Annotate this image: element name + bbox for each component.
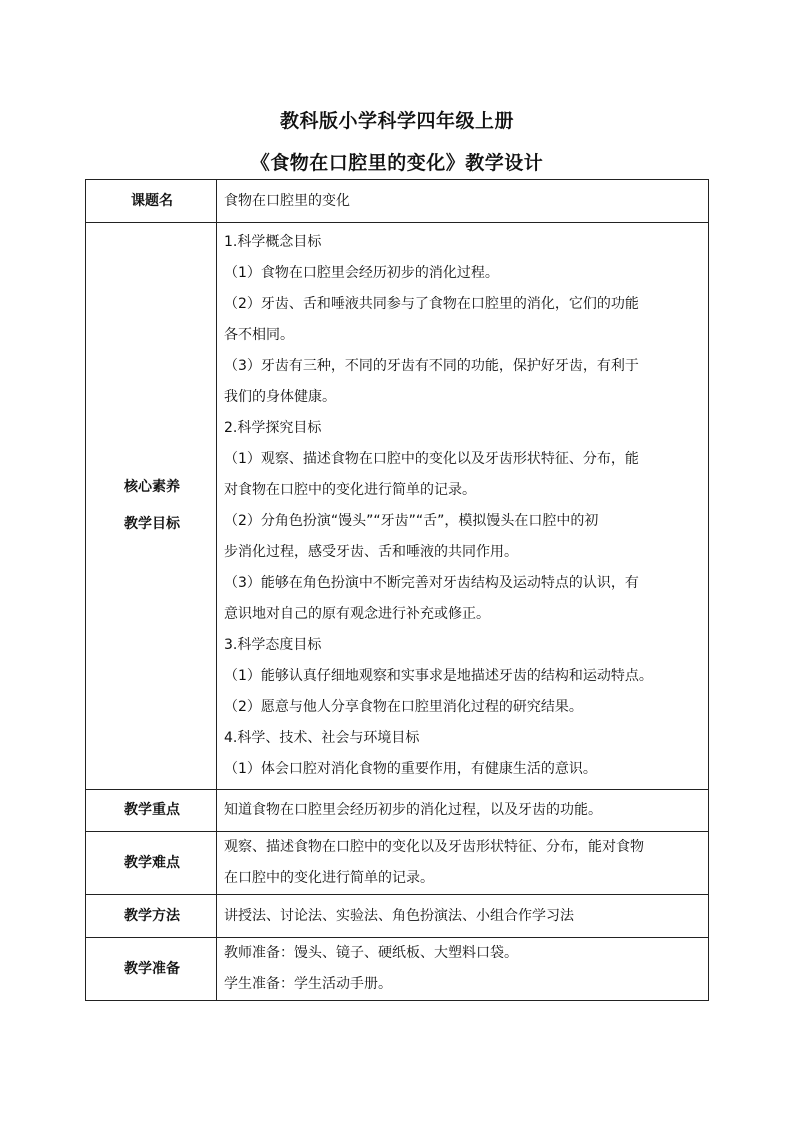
difficulties-line: 观察、描述食物在口腔中的变化以及牙齿形状特征、分布，能对食物 [224, 839, 644, 855]
table-row-topic [86, 180, 709, 223]
goal-line: （1）观察、描述食物在口腔中的变化以及牙齿形状特征、分布，能 [224, 451, 639, 467]
table-row-methods [86, 895, 709, 938]
preparation-value [217, 938, 709, 1001]
key-points-value: 知道食物在口腔里会经历初步的消化过程，以及牙齿的功能。 [217, 790, 709, 832]
goal-line: （1）食物在口腔里会经历初步的消化过程。 [224, 265, 499, 281]
goals-label-line1: 核心素养 [124, 479, 180, 495]
goal-line: 各不相同。 [224, 327, 294, 343]
goals-content [217, 223, 709, 790]
lesson-plan-table [85, 179, 709, 1001]
difficulties-label: 教学难点 [86, 832, 217, 895]
goal-line: 我们的身体健康。 [224, 389, 336, 405]
topic-label: 课题名 [86, 180, 217, 223]
difficulties-value [217, 832, 709, 895]
goals-label [86, 223, 217, 790]
table-row-preparation [86, 938, 709, 1001]
difficulties-line: 在口腔中的变化进行简单的记录。 [224, 870, 434, 886]
table-row-goals [86, 223, 709, 790]
methods-value: 讲授法、讨论法、实验法、角色扮演法、小组合作学习法 [217, 895, 709, 938]
preparation-line: 教师准备：馒头、镜子、硬纸板、大塑料口袋。 [224, 945, 518, 961]
methods-label: 教学方法 [86, 895, 217, 938]
preparation-label: 教学准备 [86, 938, 217, 1001]
topic-value: 食物在口腔里的变化 [217, 180, 709, 223]
goal-line: （2）牙齿、舌和唾液共同参与了食物在口腔里的消化，它们的功能 [224, 296, 639, 312]
goal-line: 1.科学概念目标 [224, 234, 322, 250]
goals-label-line2: 教学目标 [124, 516, 180, 532]
goal-line: （1）体会口腔对消化食物的重要作用，有健康生活的意识。 [224, 761, 597, 777]
goal-line: 3.科学态度目标 [224, 637, 322, 653]
goal-line: 意识地对自己的原有观念进行补充或修正。 [224, 606, 490, 622]
table-row-key-points [86, 790, 709, 832]
goal-line: 2.科学探究目标 [224, 420, 322, 436]
document-title: 教科版小学科学四年级上册 [279, 110, 514, 132]
preparation-line: 学生准备：学生活动手册。 [224, 976, 392, 992]
goal-line: （3）牙齿有三种，不同的牙齿有不同的功能，保护好牙齿，有利于 [224, 358, 639, 374]
goal-line: （2）分角色扮演“馒头”“牙齿”“舌”，模拟馒头在口腔中的初 [224, 513, 599, 529]
goal-line: （2）愿意与他人分享食物在口腔里消化过程的研究结果。 [224, 699, 583, 715]
table-row-difficulties [86, 832, 709, 895]
document-subtitle: 《食物在口腔里的变化》教学设计 [250, 152, 544, 174]
goal-line: （3）能够在角色扮演中不断完善对牙齿结构及运动特点的认识，有 [224, 575, 639, 591]
goal-line: 对食物在口腔中的变化进行简单的记录。 [224, 482, 476, 498]
goal-line: （1）能够认真仔细地观察和实事求是地描述牙齿的结构和运动特点。 [224, 668, 653, 684]
goal-line: 4.科学、技术、社会与环境目标 [224, 730, 420, 746]
key-points-label: 教学重点 [86, 790, 217, 832]
goal-line: 步消化过程，感受牙齿、舌和唾液的共同作用。 [224, 544, 518, 560]
